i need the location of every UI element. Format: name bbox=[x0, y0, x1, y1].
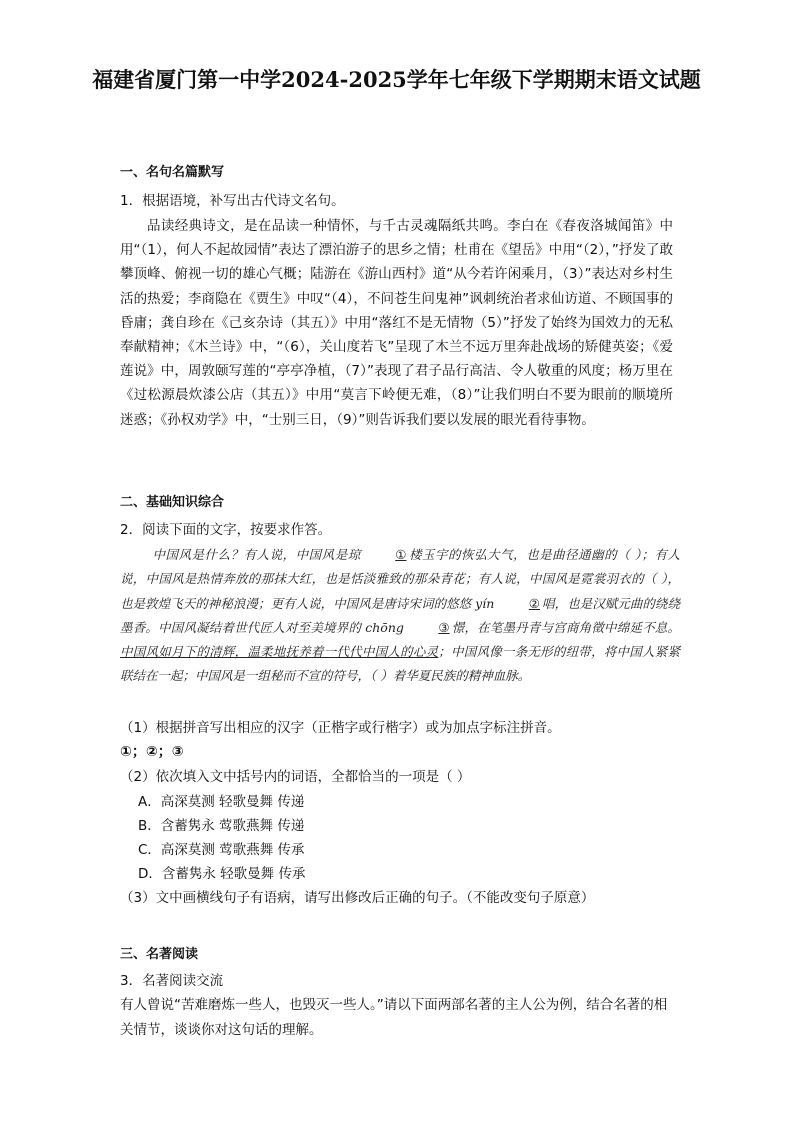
answer-circles: ①；②；③ bbox=[120, 744, 184, 760]
option-b: B．含蓄隽永 莺歌燕舞 传递 bbox=[138, 818, 305, 834]
question-3-stem: 3．名著阅读交流 bbox=[120, 973, 224, 989]
page-title: 福建省厦门第一中学2024-2025学年七年级下学期期末语文试题 bbox=[92, 67, 701, 92]
question-2-sub3: （3）文中画横线句子有语病，请写出修改后正确的句子。（不能改变句子原意） bbox=[120, 890, 595, 906]
blank-2: ② bbox=[528, 595, 541, 611]
blank-3: ③ bbox=[438, 619, 450, 635]
question-2-sub1: （1）根据拼音写出相应的汉字（正楷字或行楷字）或为加点字标注拼音。 bbox=[120, 720, 561, 736]
question-3-body: 有人曾说“苦难磨炼一些人，也毁灭一些人。”请以下面两部名著的主人公为例，结合名著的相关情节，谈谈你对这句话的理解。 bbox=[120, 997, 668, 1038]
question-2-sub2: （2）依次填入文中括号内的词语，全都恰当的一项是（ ） bbox=[120, 769, 471, 785]
question-1-stem: 1．根据语境，补写出古代诗文名句。 bbox=[120, 193, 345, 209]
section-heading-2: 二、基础知识综合 bbox=[120, 495, 225, 510]
option-d: D．含蓄隽永 轻歌曼舞 传承 bbox=[138, 866, 306, 882]
option-c: C．高深莫测 莺歌燕舞 传承 bbox=[138, 842, 305, 858]
question-1-passage: 品读经典诗文，是在品读一种情怀，与千古灵魂隔纸共鸣。李白在《春夜洛城闻笛》中用“（1），何人不起故园情”表达了漂泊游子的思乡之情；杜甫在《望岳》中用“（2），”抒发了敢攀顶峰、俯视一切的雄心气概；陆游在《游山西村》道“从今若许闲乘月，（3）”表达对乡村生活的热爱；李商隐在《贾生》中叹“（4），不问苍生问鬼神”讽刺统治者求仙访道、不顾国事的昏庸；龚自珍在《己亥杂诗（其五）》中用“落红不是无情物（5）”抒发了始终为国效力的无私奉献精神；《木兰诗》中，“（6），关山度若飞”呈现了木兰不远万里奔赴战场的矫健英姿；《爱莲说》中，周敦颐写莲的“亭亭净植，（7）”表现了君子品行高洁、令人敬重的风度；杨万里在《过松源晨炊漆公店（其五）》中用“莫言下岭便无难，（8）”让我们明白不要为眼前的顺境所迷惑；《孙权劝学》中，“士别三日，（9）”则告诉我们要以发展的眼光看待事物。 bbox=[120, 218, 673, 428]
question-2-stem: 2．阅读下面的文字，按要求作答。 bbox=[120, 522, 332, 538]
option-a: A．高深莫测 轻歌曼舞 传递 bbox=[138, 794, 305, 810]
blank-1: ① bbox=[395, 547, 407, 562]
section-heading-3: 三、名著阅读 bbox=[120, 947, 199, 962]
question-2-passage: 中国风是什么？有人说，中国风是琼 ① 楼玉宇的恢弘大气，也是曲径通幽的（ ）；有人说，中国风是热情奔放的那抹大红，也是恬淡雅致的那朵青花；有人说，中国风是霓裳羽衣的（ ），也是敦煌飞天的神秘浪漫；更有人说，中国风是唐诗宋词的悠悠 yín ② 唱，也是汉赋元曲的绕绕墨香。中国风凝结着世代匠人对至美境界的 chōng ③ 憬，在笔墨丹青与宫商角徵中绵延不息。中国风如月下的清辉，温柔地抚养着一代代中国人的心灵；中国风像一条无形的纽带，将中国人紧紧联结在一起；中国风是一组秘而不宣的符号，（ ）着华夏民族的精神血脉。 bbox=[120, 543, 680, 689]
underlined-sentence: 中国风如月下的清辉，温柔地抚养着一代代中国人的心灵 bbox=[120, 644, 439, 660]
section-heading-1: 一、名句名篇默写 bbox=[120, 165, 225, 180]
